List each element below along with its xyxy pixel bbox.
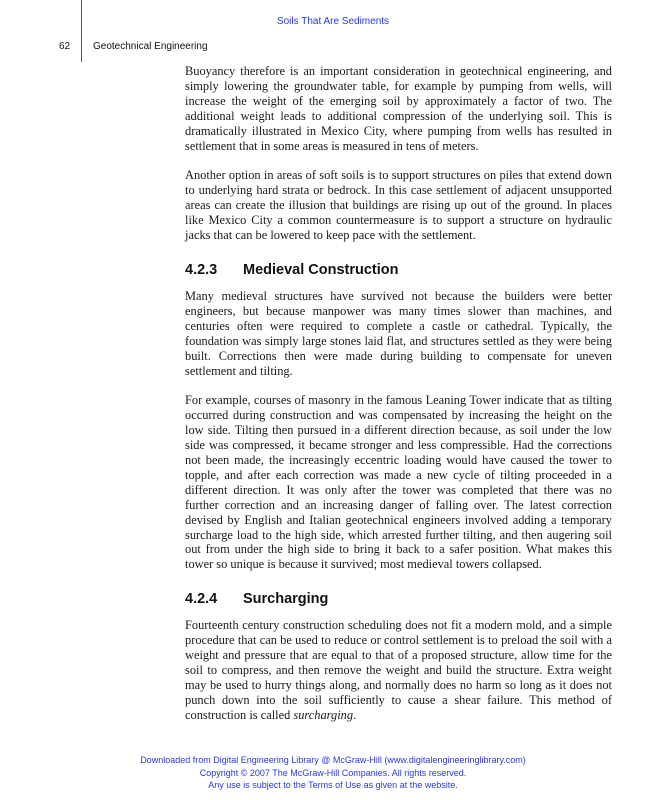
page-body (185, 64, 612, 723)
section-title: Surcharging (243, 591, 329, 608)
section-number: 4.2.4 (185, 591, 218, 608)
paragraph: Many medieval structures have survived not because the builders were better engineers, but because manpower was many times slower than machines, and centuries often were required to complete a castle or cathedral. Typically, the foundation was simply large stones laid flat, and structures settled as they were being built. Corrections then were made during building to compensate for uneven settlement and tilting. (185, 288, 612, 378)
paragraph: Buoyancy therefore is an important consideration in geotechnical engineering, and simply lowering the groundwater table, for example by pumping from wells, will increase the weight of the emerging soil by approximately a factor of two. The additional weight leads to additional compression of the underlying soil. This is dramatically illustrated in Mexico City, where pumping from wells has resulted in settlement that in some areas is measured in tens of meters. (185, 64, 612, 153)
footer-download-link[interactable]: Downloaded from Digital Engineering Library @ McGraw-Hill (www.digitalengineeringlibrary.com) (140, 755, 526, 765)
footer-copyright: Copyright © 2007 The McGraw-Hill Companies. All rights reserved. (199, 767, 467, 778)
paragraph-end: . (353, 707, 357, 722)
page-number: 62 (59, 41, 71, 52)
chapter-link[interactable]: Soils That Are Sediments (276, 16, 390, 27)
paragraph-text: Fourteenth century construction scheduling does not fit a modern mold, and a simple procedure that can be used to reduce or control settlement is to preload the soil with a weight and pressure that are equal to that of a proposed structure, allow time for the soil to compress, and then remove the weight and build the structure. Extra weight may be used to hurry things along, and normally does no harm so long as it does not punch down into the soil sufficiently to cause a shear failure. This method of construction is called (185, 618, 612, 722)
section-heading-medieval-construction (185, 261, 612, 279)
section-title: Medieval Construction (243, 261, 399, 278)
footer (0, 754, 666, 792)
book-title: Geotechnical Engineering (93, 41, 208, 52)
paragraph: For example, courses of masonry in the famous Leaning Tower indicate that as tilting occurred during construction and was compensated by increasing the height on the low side. Tilting then pursued in a different direction because, as soil under the low side was compressed, it became stronger and less compressible. Had the corrections not been made, the increasingly eccentric loading would have caused the tower to topple, and after each correction was made a new cycle of tilting proceeded in a different direction. It was only after the tower was completed that there was no further correction and an increasing danger of falling over. The latest correction devised by English and Italian geotechnical engineers involved adding a temporary surcharge load to the high side, which arrested further tilting, and then augering soil out from under the high side to bring it back to a safer position. What makes this tower so unique is because it survived; most medieval towers collapsed. (185, 393, 612, 572)
emphasized-term: surcharging (293, 707, 354, 722)
header-divider (81, 0, 82, 62)
paragraph: Another option in areas of soft soils is to support structures on piles that extend down to underlying hard strata or bedrock. In this case settlement of adjacent unsupported areas can create the illusion that buildings are rising up out of the ground. In places like Mexico City a common countermeasure is to support a structure on hydraulic jacks that can be lowered to keep pace with the settlement. (185, 168, 612, 243)
section-heading-surcharging (185, 590, 612, 608)
footer-terms-link[interactable]: Any use is subject to the Terms of Use as given at the website. (208, 780, 458, 790)
paragraph (185, 618, 612, 722)
section-number: 4.2.3 (185, 261, 218, 278)
